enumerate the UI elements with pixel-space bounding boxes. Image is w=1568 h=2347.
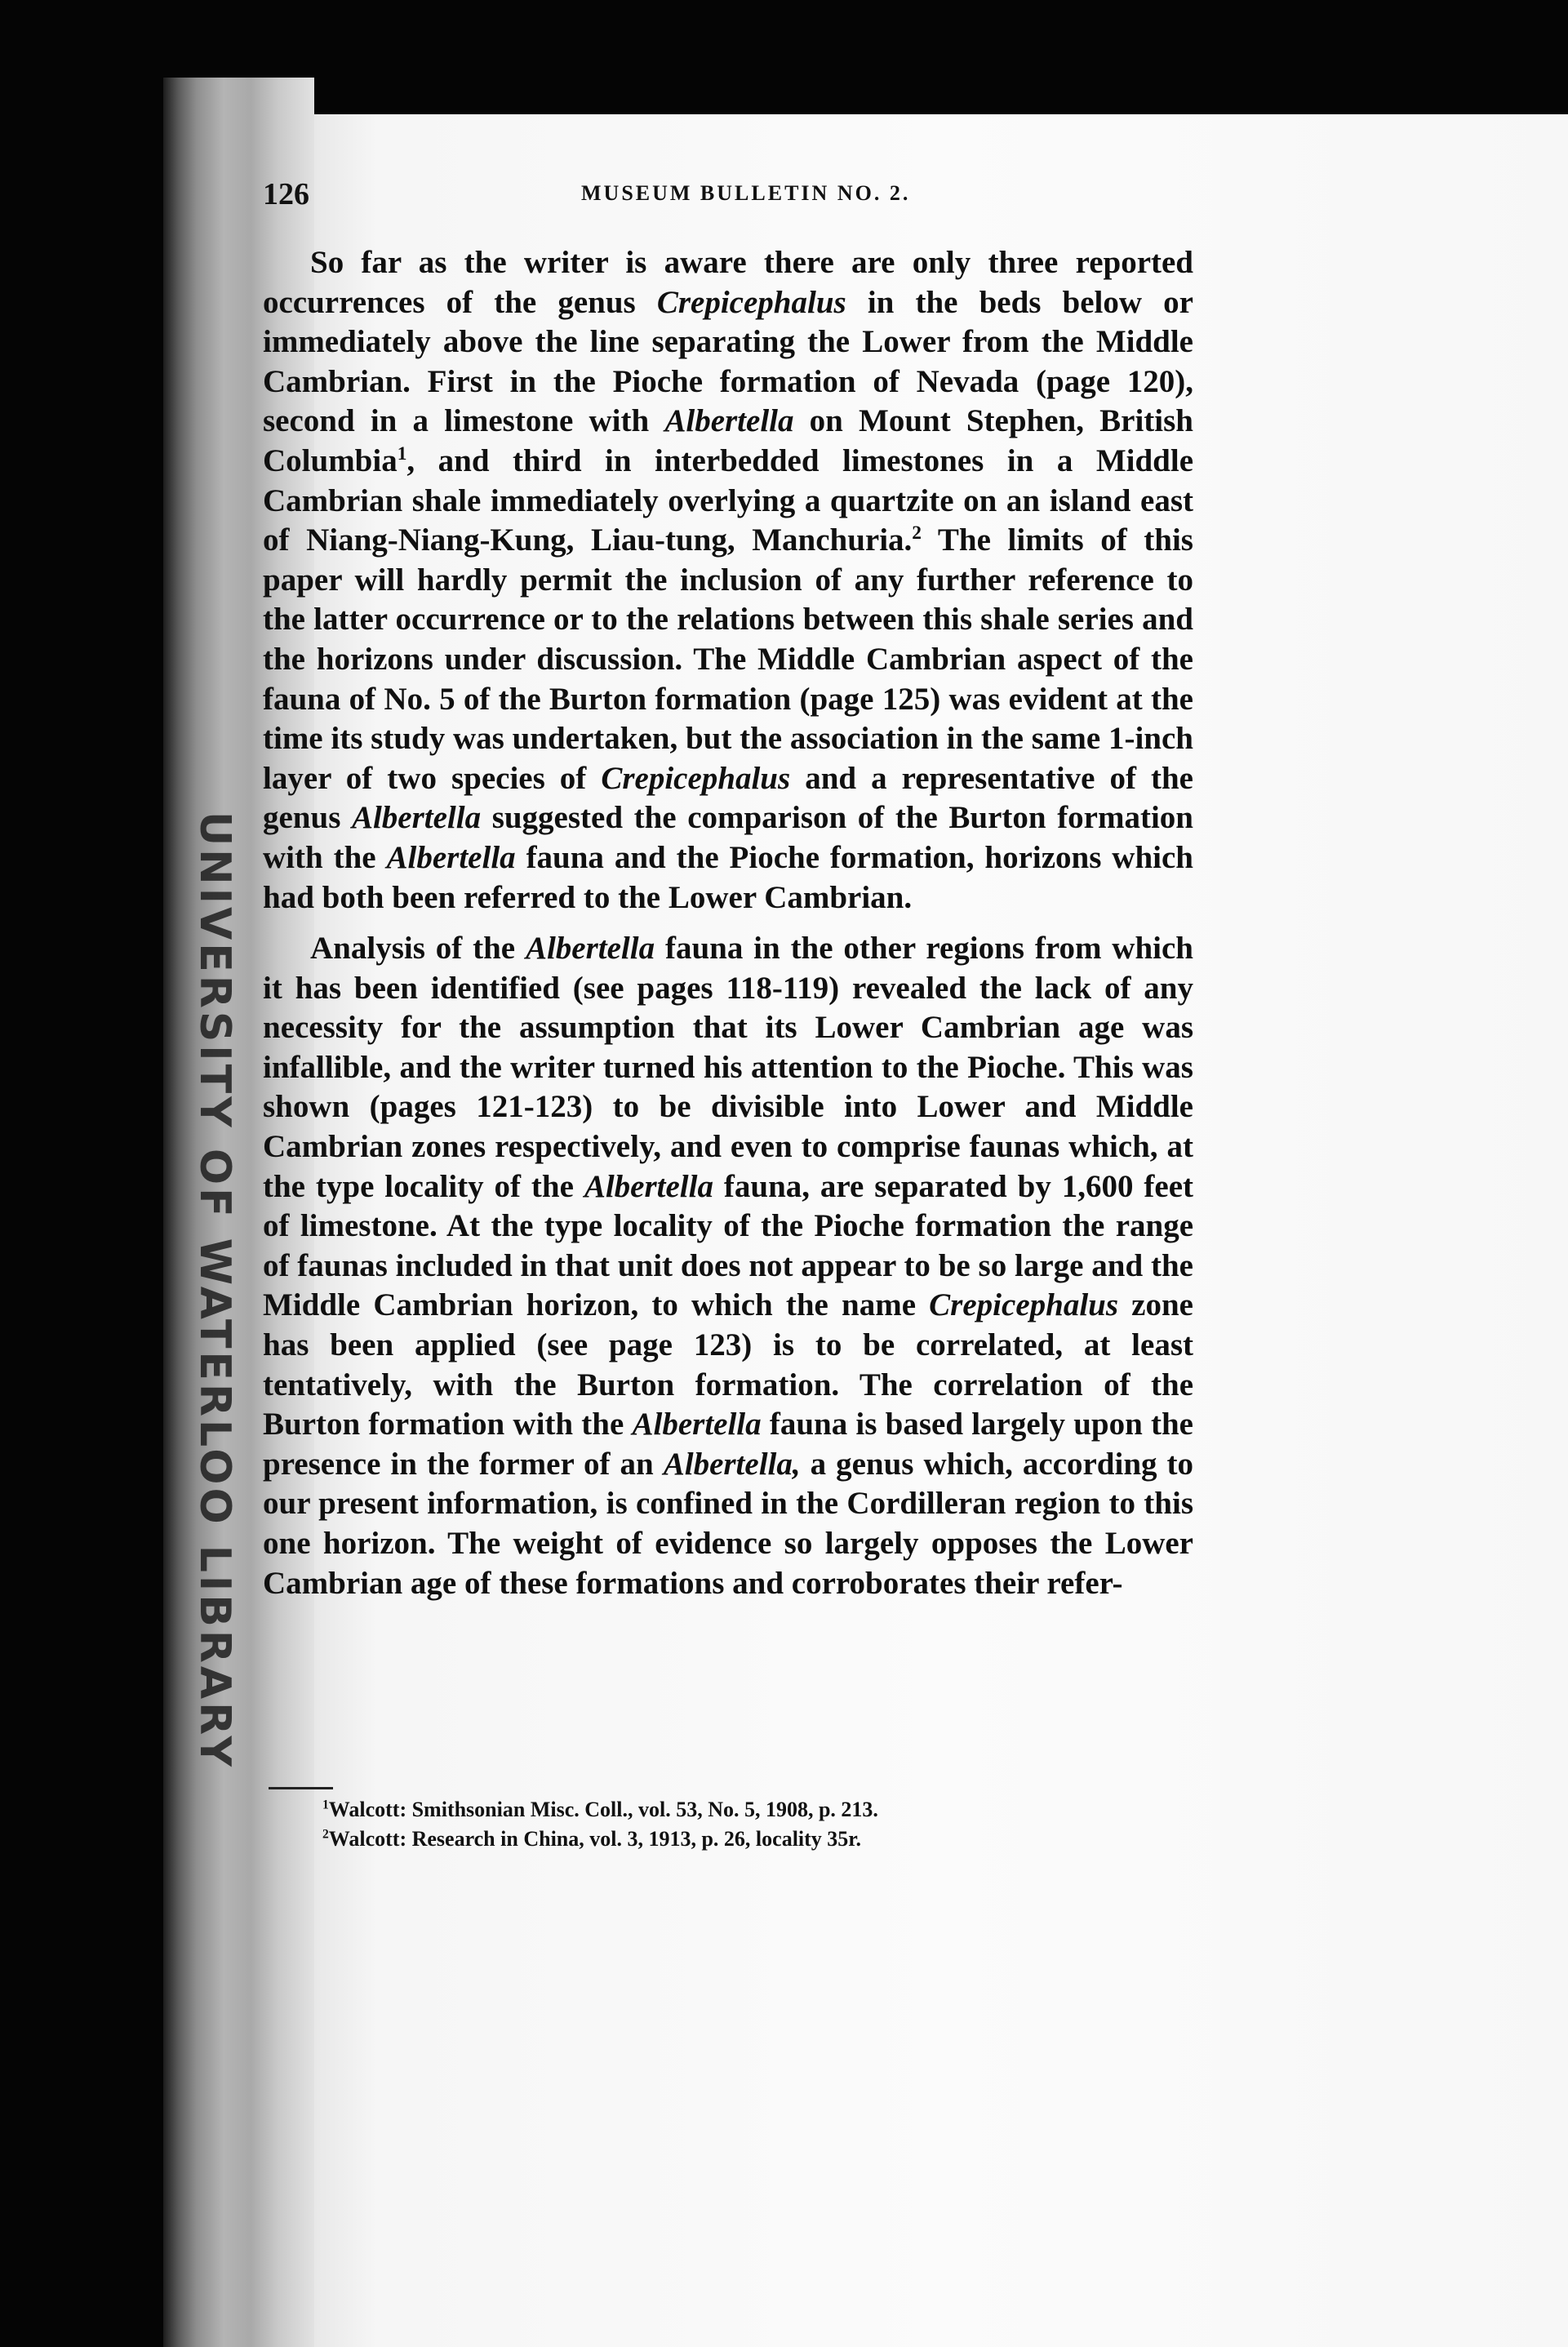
page-number: 126 <box>263 177 309 211</box>
footnote-reference: 2 <box>912 522 922 545</box>
text-run: and a representative of the genus <box>263 760 1193 836</box>
text-run: a genus which, according to our present information, is confined in the Cordilleran region to this one horizon. The weight of evidence so largely opposes the Lower Cambrian age of these formations and corroborates their refer- <box>263 1446 1193 1601</box>
footnotes <box>322 1795 1139 1854</box>
footnote-rule <box>269 1787 333 1789</box>
running-head: MUSEUM BULLETIN NO. 2. <box>581 181 911 205</box>
text-run: So far as the writer is aware there are only three reported occurrences of the genus <box>263 245 1193 320</box>
library-stamp-text: UNIVERSITY OF WATERLOO LIBRARY <box>190 811 239 1771</box>
footnote <box>322 1795 1139 1825</box>
footnote-marker: 2 <box>322 1827 329 1842</box>
genus-name: Crepicephalus <box>929 1287 1119 1323</box>
text-run: The limits of this paper will hardly permit the inclusion of any further reference to the latter occurrence or to the relations between this shale series and the horizons under discussion. The Middle Cambrian aspect of the fauna of No. 5 of the Burton formation (page 125) was evident at the time its study was undertaken, but the association in the same 1-inch layer of two species of <box>263 522 1193 796</box>
genus-name: Albertella <box>584 1168 713 1204</box>
body-text <box>263 243 1193 1603</box>
page-header <box>263 176 1193 225</box>
text-run: , and third in interbedded limestones in a Middle Cambrian shale immediately overlying a quartzite on an island east of Niang-Niang-Kung, Liau-tung, Manchuria. <box>263 442 1193 558</box>
genus-name: Albertella <box>386 839 516 875</box>
genus-name: Albertella <box>351 800 482 836</box>
footnote <box>322 1825 1139 1854</box>
text-run: zone has been applied (see page 123) is to be correlated, at least tentatively, with the Burton formation. The correlation of the Burton formation with the <box>263 1287 1193 1442</box>
text-run: fauna, are separated by 1,600 feet of limestone. At the type locality of the Pioche formation the range of faunas included in that unit does not appear to be so large and the Middle Cambrian horizon, to which the name <box>263 1168 1193 1323</box>
genus-name: Crepicephalus <box>601 760 791 796</box>
genus-name: Crepicephalus <box>656 284 846 320</box>
genus-name: Albertella <box>525 931 655 967</box>
footnote-text: Walcott: Research in China, vol. 3, 1913, p. 26, locality 35r. <box>328 1827 861 1851</box>
genus-name: Albertella, <box>663 1446 801 1482</box>
library-stamp <box>178 811 251 1771</box>
text-run: on Mount Stephen, British Columbia <box>263 403 1193 478</box>
text-run: fauna in the other regions from which it has been identified (see pages 118-119) revealed the lack of any necessity for the assumption that its Lower Cambrian age was infallible, and the writer turned his attention to the Pioche. This was shown (pages 121-123) to be divisible into Lower and Middle Cambrian zones respectively, and even to comprise faunas which, at the type locality of the <box>263 931 1193 1204</box>
footnote-reference: 1 <box>397 442 407 465</box>
footnote-marker: 1 <box>322 1798 329 1812</box>
genus-name: Albertella <box>632 1407 762 1442</box>
text-run: fauna is based largely upon the presence in the former of an <box>263 1407 1193 1482</box>
genus-name: Albertella <box>664 403 794 439</box>
text-run: in the beds below or immediately above the line separating the Lower from the Middle Cambrian. First in the Pioche formation of Nevada (page 120), second in a limestone with <box>263 284 1193 439</box>
text-run: fauna and the Pioche formation, horizons which had both been referred to the Lower Cambrian. <box>263 839 1194 915</box>
text-run: Analysis of the <box>310 931 526 967</box>
footnote-text: Walcott: Smithsonian Misc. Coll., vol. 53, No. 5, 1908, p. 213. <box>328 1798 878 1821</box>
paragraph <box>263 929 1193 1603</box>
text-run: suggested the comparison of the Burton formation with the <box>263 800 1193 875</box>
paragraph <box>263 243 1193 918</box>
